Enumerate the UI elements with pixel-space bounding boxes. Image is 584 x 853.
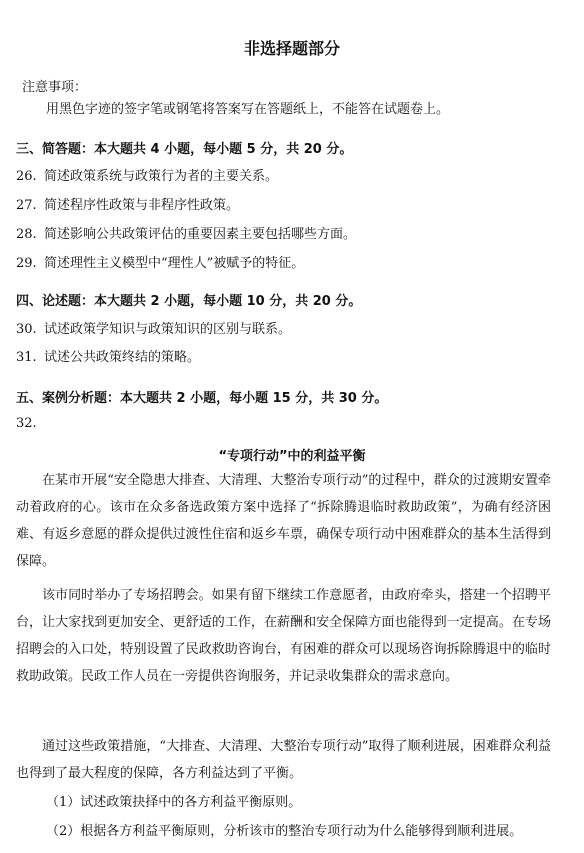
sub-question-1: （1）试述政策抉择中的各方利益平衡原则。 [46,795,302,810]
question-number: 26. [16,169,37,184]
section-5-heading: 五、案例分析题：本大题共 2 小题，每小题 15 分，共 30 分。 [16,391,388,406]
question-text: 试述政策学知识与政策知识的区别与联系。 [44,322,292,337]
section-3-heading: 三、简答题：本大题共 4 小题，每小题 5 分，共 20 分。 [16,142,353,157]
question-text: 简述影响公共政策评估的重要因素主要包括哪些方面。 [44,227,357,242]
question-32-number: 32. [16,416,37,431]
case-paragraph-2: 该市同时举办了专场招聘会。如果有留下继续工作意愿者，由政府牵头，搭建一个招聘平台，让大家找到更加安全、更舒适的工作，在薪酬和安全保障方面也能得到一定提高。在专场招聘会的入口处，特别设置了民政救助咨询台，有困难的群众可以现场咨询拆除腾退中的临时救助政策。民政工作人员在一旁提供咨询服务，并记录收集群众的需求意向。 [16,588,551,684]
question-number: 29. [16,256,37,271]
case-paragraph-1: 在某市开展“安全隐患大排查、大清理、大整治专项行动”的过程中，群众的过渡期安置牵动着政府的心。该市在众多备选政策方案中选择了“拆除腾退临时救助政策”，为确有经济困难、有返乡意愿的群众提供过渡性住宿和返乡车票，确保专项行动中困难群众的基本生活得到保障。 [16,473,551,569]
question-28 [16,223,356,242]
question-31 [16,346,200,365]
page-title: 非选择题部分 [243,39,340,58]
question-number: 27. [16,198,37,213]
case-title: “专项行动”中的利益平衡 [218,449,366,464]
question-number: 30. [16,322,37,337]
question-29 [16,252,304,271]
sub-question-2: （2）根据各方利益平衡原则，分析该市的整治专项行动为什么能够得到顺利进展。 [46,824,523,839]
question-text: 简述政策系统与政策行为者的主要关系。 [44,169,279,184]
question-text: 试述公共政策终结的策略。 [44,350,201,365]
notice-text: 用黑色字迹的签字笔或钢笔将答案写在答题纸上，不能答在试题卷上。 [46,102,450,117]
case-paragraph-3: 通过这些政策措施，“大排查、大清理、大整治专项行动”取得了顺利进展，困难群众利益也得到了最大程度的保障，各方利益达到了平衡。 [16,739,551,781]
question-number: 31. [16,350,37,365]
question-27 [16,194,239,213]
notice-label: 注意事项： [22,80,88,95]
question-26 [16,165,278,184]
question-text: 简述理性主义模型中“理性人”被赋予的特征。 [44,256,305,271]
question-30 [16,318,291,337]
question-number: 28. [16,227,37,242]
question-text: 简述程序性政策与非程序性政策。 [44,198,240,213]
section-4-heading: 四、论述题：本大题共 2 小题，每小题 10 分，共 20 分。 [16,294,362,309]
